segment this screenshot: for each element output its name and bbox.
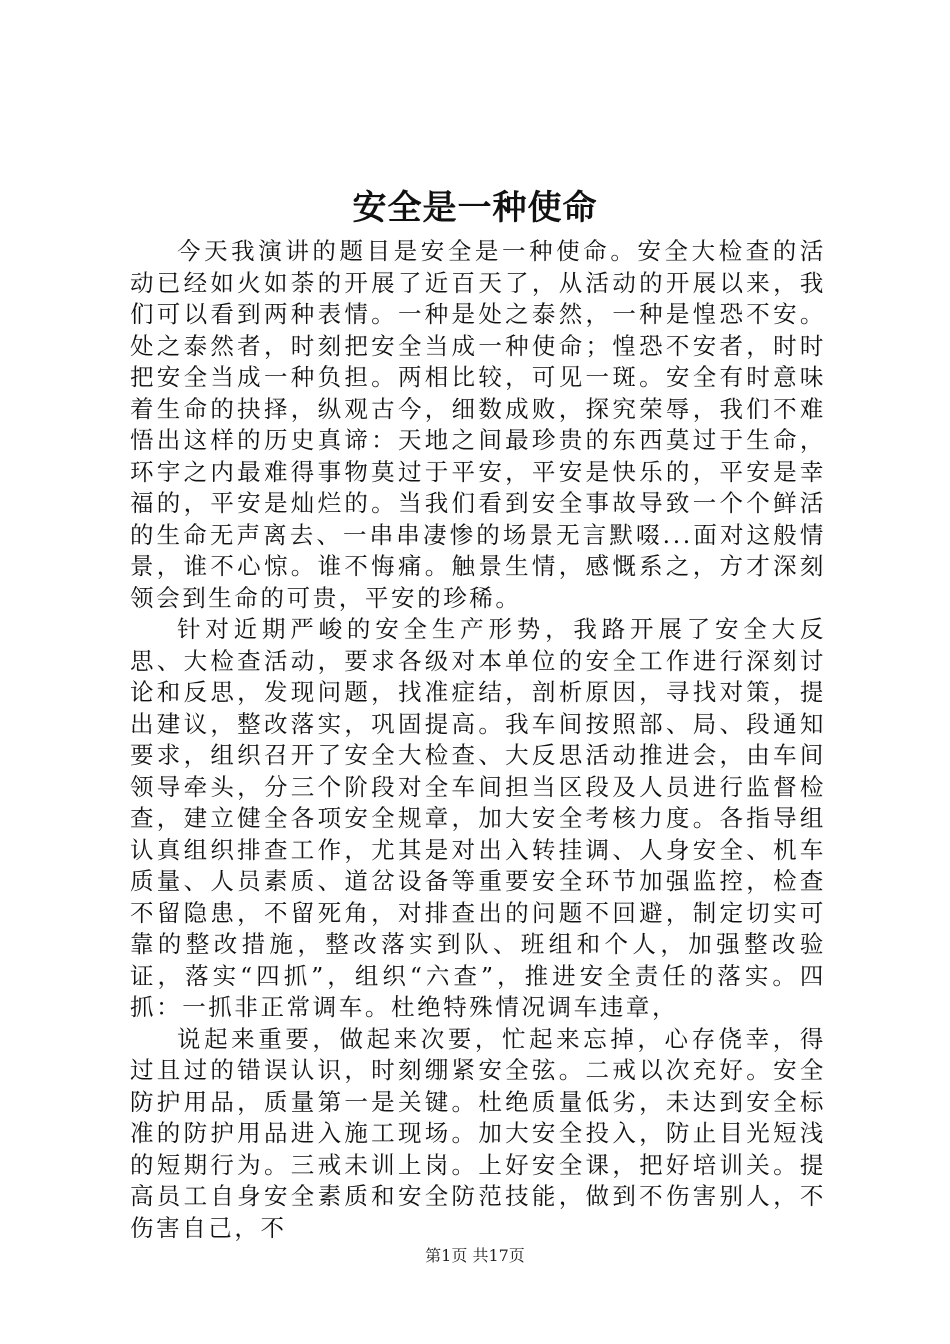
paragraph: 针对近期严峻的安全生产形势，我路开展了安全大反思、大检查活动，要求各级对本单位的安全工作进行深刻讨论和反思，发现问题，找准症结，剖析原因，寻找对策，提出建议，整改落实，巩固提高。我车间按照部、局、段通知要求，组织召开了安全大检查、大反思活动推进会，由车间领导牵头，分三个阶段对全车间担当区段及人员进行监督检查，建立健全各项安全规章，加大安全考核力度。各指导组认真组织排查工作，尤其是对出入转挂调、人身安全、机车质量、人员素质、道岔设备等重要安全环节加强监控，检查不留隐患，不留死角，对排查出的问题不回避，制定切实可靠的整改措施，整改落实到队、班组和个人，加强整改验证，落实“四抓”，组织“六查”，推进安全责任的落实。四抓：一抓非正常调车。杜绝特殊情况调车违章， (130, 615, 826, 1021)
document-body (130, 236, 826, 1244)
paragraph: 今天我演讲的题目是安全是一种使命。安全大检查的活动已经如火如荼的开展了近百天了，从活动的开展以来，我们可以看到两种表情。一种是处之泰然，一种是惶恐不安。处之泰然者，时刻把安全当成一种使命；惶恐不安者，时时把安全当成一种负担。两相比较，可见一斑。安全有时意味着生命的抉择，纵观古今，细数成败，探究荣辱，我们不难悟出这样的历史真谛：天地之间最珍贵的东西莫过于生命，环宇之内最难得事物莫过于平安，平安是快乐的，平安是幸福的，平安是灿烂的。当我们看到安全事故导致一个个鲜活的生命无声离去、一串串凄惨的场景无言默啜...面对这般情景，谁不心惊。谁不悔痛。触景生情，感慨系之，方才深刻领会到生命的可贵，平安的珍稀。 (130, 237, 826, 612)
paragraph: 说起来重要，做起来次要，忙起来忘掉，心存侥幸，得过且过的错误认识，时刻绷紧安全弦。二戒以次充好。安全防护用品，质量第一是关键。杜绝质量低劣，未达到安全标准的防护用品进入施工现场。加大安全投入，防止目光短浅的短期行为。三戒未训上岗。上好安全课，把好培训关。提高员工自身安全素质和安全防范技能，做到不伤害别人，不伤害自己，不 (130, 1024, 826, 1242)
page-number-footer: 第1页 共17页 (425, 1246, 525, 1265)
page-title: 安全是一种使命 (352, 188, 598, 228)
